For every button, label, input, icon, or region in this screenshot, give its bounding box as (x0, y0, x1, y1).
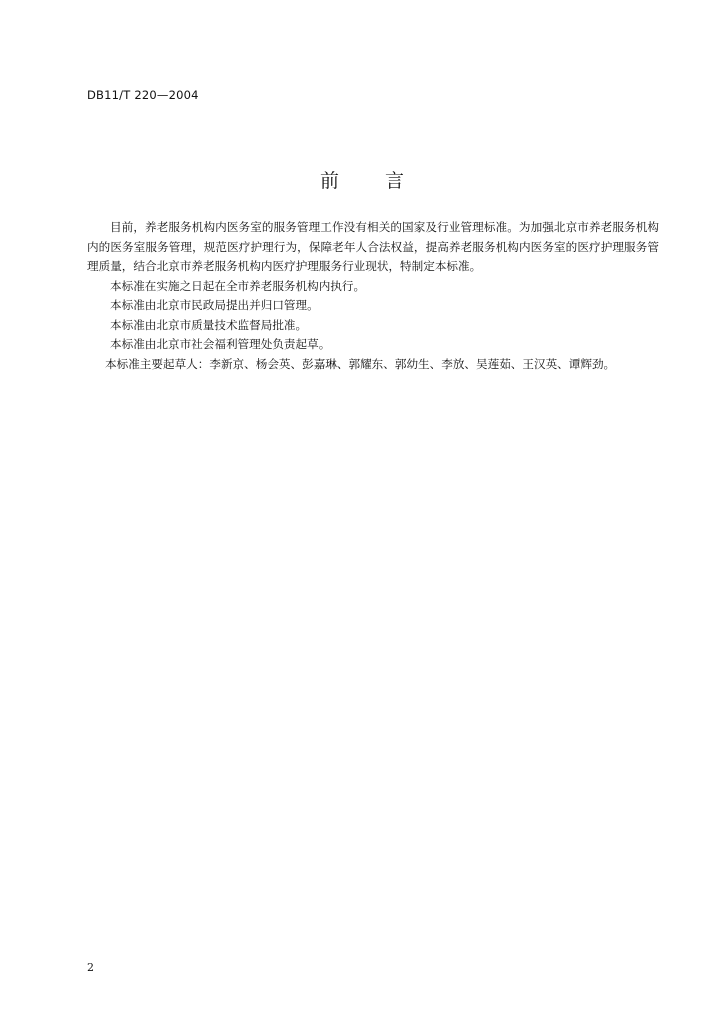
paragraph-implementation: 本标准在实施之日起在全市养老服务机构内执行。 (110, 278, 366, 293)
paragraph-intro: 目前，养老服务机构内医务室的服务管理工作没有相关的国家及行业管理标准。为加强北京市养老服务机构内的医务室服务管理，规范医疗护理行为，保障老年人合法权益，提高养老服务机构内医务室的医疗护理服务管理质量，结合北京市养老服务机构内医疗护理服务行业现状，特制定本标准。 (87, 220, 659, 273)
standard-code: DB11/T 220—2004 (87, 88, 199, 102)
paragraph-proposed-by: 本标准由北京市民政局提出并归口管理。 (110, 298, 319, 312)
paragraph-approved-by: 本标准由北京市质量技术监督局批准。 (110, 317, 308, 332)
paragraph-drafted-by: 本标准由北京市社会福利管理处负责起草。 (110, 337, 331, 351)
page-title: 前 言 (319, 170, 425, 192)
page-number: 2 (87, 961, 94, 974)
foreword-body (87, 218, 659, 374)
paragraph-drafters: 本标准主要起草人：李新京、杨会英、彭嘉琳、郭耀东、郭幼生、李放、吴莲茹、王汉英、谭辉劲。 (105, 356, 616, 371)
